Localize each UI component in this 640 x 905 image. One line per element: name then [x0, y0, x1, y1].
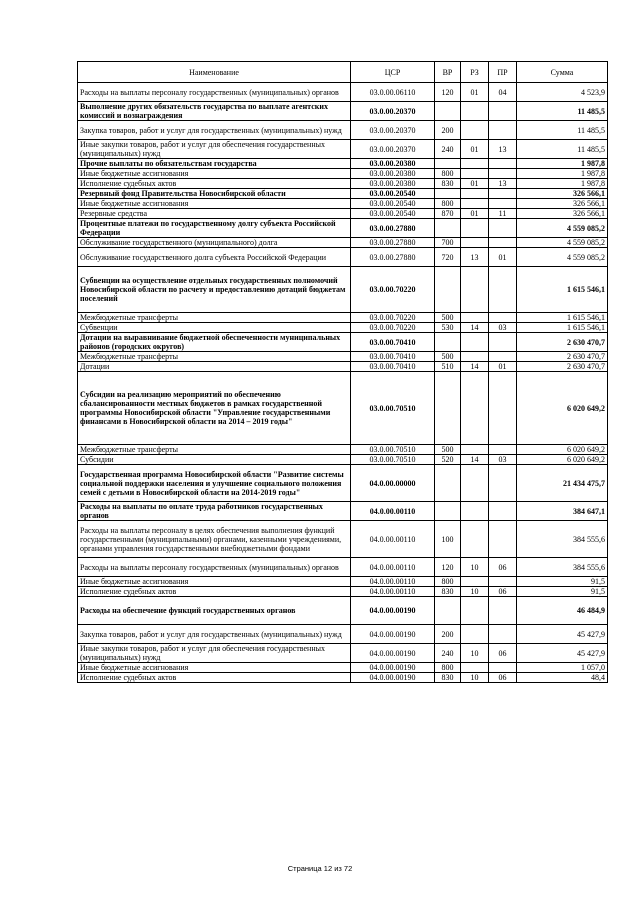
cell-csr: 03.0.00.20540: [351, 189, 435, 199]
cell-rz: 14: [461, 362, 489, 372]
table-row: [78, 502, 608, 521]
cell-sum: 2 630 470,7: [517, 352, 608, 362]
cell-pr: [489, 219, 517, 238]
cell-sum: 4 559 085,2: [517, 248, 608, 267]
cell-pr: [489, 267, 517, 313]
cell-csr: 04.0.00.00110: [351, 587, 435, 597]
cell-vr: [435, 465, 461, 502]
cell-csr: 03.0.00.20370: [351, 102, 435, 121]
cell-rz: [461, 577, 489, 587]
table-row: [78, 521, 608, 558]
cell-rz: [461, 189, 489, 199]
table-row: [78, 644, 608, 663]
header-vr: ВР: [435, 62, 461, 83]
table-row: [78, 159, 608, 169]
table-row: [78, 558, 608, 577]
cell-vr: 100: [435, 521, 461, 558]
cell-name: Прочие выплаты по обязательствам государства: [78, 159, 351, 169]
cell-pr: [489, 238, 517, 248]
cell-vr: [435, 159, 461, 169]
cell-sum: 384 555,6: [517, 521, 608, 558]
cell-rz: 10: [461, 673, 489, 683]
cell-sum: 326 566,1: [517, 209, 608, 219]
cell-pr: [489, 445, 517, 455]
cell-csr: 04.0.00.00110: [351, 521, 435, 558]
cell-vr: [435, 502, 461, 521]
cell-vr: 800: [435, 577, 461, 587]
cell-vr: 200: [435, 625, 461, 644]
cell-vr: 870: [435, 209, 461, 219]
cell-name: Субсидии: [78, 455, 351, 465]
table-row: [78, 663, 608, 673]
cell-rz: 13: [461, 248, 489, 267]
cell-rz: [461, 597, 489, 625]
cell-pr: [489, 372, 517, 445]
cell-pr: [489, 121, 517, 140]
cell-pr: [489, 159, 517, 169]
table-row: [78, 372, 608, 445]
cell-rz: [461, 267, 489, 313]
cell-csr: 03.0.00.27880: [351, 219, 435, 238]
cell-name: Расходы на обеспечение функций государственных органов: [78, 597, 351, 625]
cell-pr: 11: [489, 209, 517, 219]
cell-vr: 200: [435, 121, 461, 140]
cell-sum: 4 559 085,2: [517, 238, 608, 248]
cell-rz: [461, 502, 489, 521]
cell-pr: [489, 521, 517, 558]
cell-vr: [435, 372, 461, 445]
cell-csr: 03.0.00.70220: [351, 323, 435, 333]
cell-name: Субвенции: [78, 323, 351, 333]
cell-rz: [461, 465, 489, 502]
cell-csr: 03.0.00.27880: [351, 248, 435, 267]
cell-csr: 03.0.00.70510: [351, 372, 435, 445]
cell-vr: 800: [435, 169, 461, 179]
cell-vr: 500: [435, 313, 461, 323]
cell-csr: 04.0.00.00190: [351, 644, 435, 663]
cell-csr: 03.0.00.20370: [351, 121, 435, 140]
cell-vr: 120: [435, 83, 461, 102]
table-row: [78, 83, 608, 102]
cell-pr: 06: [489, 558, 517, 577]
cell-rz: 10: [461, 587, 489, 597]
cell-rz: [461, 199, 489, 209]
cell-name: Расходы на выплаты персоналу государственных (муниципальных) органов: [78, 558, 351, 577]
header-row: [78, 62, 608, 83]
cell-csr: 04.0.00.00000: [351, 465, 435, 502]
cell-sum: 45 427,9: [517, 625, 608, 644]
cell-sum: 91,5: [517, 577, 608, 587]
cell-csr: 03.0.00.06110: [351, 83, 435, 102]
table-row: [78, 238, 608, 248]
cell-name: Обслуживание государственного (муниципального) долга: [78, 238, 351, 248]
cell-vr: [435, 267, 461, 313]
cell-rz: 10: [461, 558, 489, 577]
table-row: [78, 625, 608, 644]
cell-pr: 01: [489, 362, 517, 372]
cell-sum: 2 630 470,7: [517, 362, 608, 372]
cell-vr: 510: [435, 362, 461, 372]
cell-rz: [461, 121, 489, 140]
cell-vr: [435, 219, 461, 238]
header-pr: ПР: [489, 62, 517, 83]
cell-pr: 06: [489, 644, 517, 663]
cell-rz: 01: [461, 140, 489, 159]
cell-csr: 03.0.00.20540: [351, 199, 435, 209]
cell-pr: 13: [489, 140, 517, 159]
cell-pr: 03: [489, 323, 517, 333]
table-row: [78, 333, 608, 352]
cell-pr: [489, 597, 517, 625]
cell-csr: 04.0.00.00110: [351, 577, 435, 587]
cell-vr: 700: [435, 238, 461, 248]
cell-pr: 06: [489, 673, 517, 683]
cell-vr: 800: [435, 663, 461, 673]
cell-name: Иные бюджетные ассигнования: [78, 169, 351, 179]
cell-vr: [435, 333, 461, 352]
cell-csr: 03.0.00.20380: [351, 179, 435, 189]
cell-sum: 1 615 546,1: [517, 313, 608, 323]
cell-sum: 2 630 470,7: [517, 333, 608, 352]
cell-rz: [461, 159, 489, 169]
cell-sum: 1 057,0: [517, 663, 608, 673]
table-row: [78, 455, 608, 465]
cell-csr: 04.0.00.00110: [351, 558, 435, 577]
cell-sum: 384 647,1: [517, 502, 608, 521]
cell-name: Дотации на выравнивание бюджетной обеспеченности муниципальных районов (городских округов): [78, 333, 351, 352]
cell-vr: 800: [435, 199, 461, 209]
cell-pr: [489, 102, 517, 121]
cell-vr: 500: [435, 352, 461, 362]
cell-csr: 04.0.00.00190: [351, 673, 435, 683]
cell-pr: [489, 169, 517, 179]
cell-pr: [489, 333, 517, 352]
cell-vr: 830: [435, 179, 461, 189]
cell-sum: 21 434 475,7: [517, 465, 608, 502]
cell-sum: 11 485,5: [517, 121, 608, 140]
cell-vr: 530: [435, 323, 461, 333]
header-name: Наименование: [78, 62, 351, 83]
cell-name: Межбюджетные трансферты: [78, 445, 351, 455]
cell-pr: 04: [489, 83, 517, 102]
cell-rz: [461, 625, 489, 644]
cell-vr: 240: [435, 644, 461, 663]
cell-rz: 01: [461, 209, 489, 219]
cell-vr: 520: [435, 455, 461, 465]
cell-name: Обслуживание государственного долга субъекта Российской Федерации: [78, 248, 351, 267]
table-row: [78, 189, 608, 199]
cell-sum: 1 987,8: [517, 159, 608, 169]
table-row: [78, 248, 608, 267]
cell-pr: [489, 352, 517, 362]
cell-csr: 04.0.00.00190: [351, 663, 435, 673]
cell-pr: [489, 313, 517, 323]
cell-sum: 46 484,9: [517, 597, 608, 625]
cell-sum: 48,4: [517, 673, 608, 683]
cell-pr: [489, 199, 517, 209]
cell-name: Закупка товаров, работ и услуг для государственных (муниципальных) нужд: [78, 625, 351, 644]
cell-sum: 1 987,8: [517, 179, 608, 189]
table-row: [78, 121, 608, 140]
cell-rz: [461, 102, 489, 121]
table-row: [78, 199, 608, 209]
cell-pr: 13: [489, 179, 517, 189]
cell-csr: 03.0.00.27880: [351, 238, 435, 248]
cell-name: Межбюджетные трансферты: [78, 352, 351, 362]
cell-csr: 03.0.00.70410: [351, 352, 435, 362]
cell-csr: 03.0.00.70410: [351, 333, 435, 352]
table-row: [78, 587, 608, 597]
cell-sum: 1 615 546,1: [517, 323, 608, 333]
table-row: [78, 445, 608, 455]
cell-rz: [461, 521, 489, 558]
cell-rz: [461, 313, 489, 323]
cell-csr: 04.0.00.00190: [351, 625, 435, 644]
cell-vr: 120: [435, 558, 461, 577]
cell-csr: 03.0.00.70220: [351, 313, 435, 323]
table-row: [78, 352, 608, 362]
cell-rz: [461, 372, 489, 445]
cell-vr: 500: [435, 445, 461, 455]
cell-name: Процентные платежи по государственному долгу субъекта Российской Федерации: [78, 219, 351, 238]
cell-sum: 11 485,5: [517, 140, 608, 159]
cell-name: Субвенции на осуществление отдельных государственных полномочий Новосибирской области по расчету и предоставлению дотаций бюджетам поселений: [78, 267, 351, 313]
cell-name: Иные закупки товаров, работ и услуг для обеспечения государственных (муниципальных) нужд: [78, 140, 351, 159]
table-row: [78, 465, 608, 502]
table-row: [78, 179, 608, 189]
table-row: [78, 267, 608, 313]
cell-sum: 11 485,5: [517, 102, 608, 121]
table-body: [78, 83, 608, 683]
table-row: [78, 102, 608, 121]
cell-name: Резервные средства: [78, 209, 351, 219]
table-row: [78, 577, 608, 587]
cell-name: Дотации: [78, 362, 351, 372]
cell-pr: [489, 625, 517, 644]
cell-pr: 06: [489, 587, 517, 597]
cell-name: Межбюджетные трансферты: [78, 313, 351, 323]
cell-rz: [461, 333, 489, 352]
cell-sum: 45 427,9: [517, 644, 608, 663]
cell-rz: 01: [461, 179, 489, 189]
cell-name: Иные бюджетные ассигнования: [78, 199, 351, 209]
cell-rz: [461, 219, 489, 238]
cell-vr: [435, 597, 461, 625]
cell-rz: [461, 352, 489, 362]
cell-sum: 6 020 649,2: [517, 445, 608, 455]
header-rz: РЗ: [461, 62, 489, 83]
cell-name: Закупка товаров, работ и услуг для государственных (муниципальных) нужд: [78, 121, 351, 140]
cell-name: Расходы на выплаты по оплате труда работников государственных органов: [78, 502, 351, 521]
table-row: [78, 673, 608, 683]
cell-pr: [489, 189, 517, 199]
cell-csr: 03.0.00.70220: [351, 267, 435, 313]
budget-table: [77, 61, 608, 683]
cell-name: Выполнение других обязательств государства по выплате агентских комиссий и вознаграждения: [78, 102, 351, 121]
table-row: [78, 169, 608, 179]
cell-name: Исполнение судебных актов: [78, 587, 351, 597]
cell-rz: 10: [461, 644, 489, 663]
cell-vr: 830: [435, 673, 461, 683]
budget-sheet: [77, 61, 607, 683]
cell-vr: [435, 189, 461, 199]
cell-rz: [461, 445, 489, 455]
cell-name: Исполнение судебных актов: [78, 179, 351, 189]
cell-pr: 03: [489, 455, 517, 465]
cell-rz: [461, 238, 489, 248]
cell-csr: 03.0.00.70510: [351, 445, 435, 455]
cell-sum: 6 020 649,2: [517, 372, 608, 445]
table-row: [78, 362, 608, 372]
table-row: [78, 323, 608, 333]
cell-name: Иные закупки товаров, работ и услуг для обеспечения государственных (муниципальных) нужд: [78, 644, 351, 663]
cell-name: Расходы на выплаты персоналу государственных (муниципальных) органов: [78, 83, 351, 102]
cell-name: Государственная программа Новосибирской области "Развитие системы социальной поддержки населения и улучшение социального положения семей с детьми в Новосибирской области на 2014-2019 годы": [78, 465, 351, 502]
cell-sum: 4 559 085,2: [517, 219, 608, 238]
cell-rz: 14: [461, 323, 489, 333]
cell-name: Иные бюджетные ассигнования: [78, 663, 351, 673]
cell-csr: 03.0.00.20380: [351, 159, 435, 169]
table-row: [78, 597, 608, 625]
header-sum: Сумма: [517, 62, 608, 83]
cell-name: Иные бюджетные ассигнования: [78, 577, 351, 587]
cell-pr: 01: [489, 248, 517, 267]
cell-sum: 91,5: [517, 587, 608, 597]
cell-vr: 240: [435, 140, 461, 159]
cell-vr: 720: [435, 248, 461, 267]
cell-csr: 03.0.00.70410: [351, 362, 435, 372]
cell-csr: 04.0.00.00110: [351, 502, 435, 521]
cell-name: Расходы на выплаты персоналу в целях обеспечения выполнения функций государственными (муниципальными) органами, казенными учреждениями, органами управления государственными внебюджетными фондами: [78, 521, 351, 558]
cell-rz: [461, 169, 489, 179]
cell-name: Субсидии на реализацию мероприятий по обеспечению сбалансированности местных бюджетов в рамках государственной программы Новосибирской области "Управление государственными финансами в Новосибирской области на 2014 – 2019 годы": [78, 372, 351, 445]
cell-pr: [489, 465, 517, 502]
page-number: Страница 12 из 72: [287, 864, 353, 873]
cell-sum: 384 555,6: [517, 558, 608, 577]
cell-csr: 03.0.00.20540: [351, 209, 435, 219]
cell-sum: 1 987,8: [517, 169, 608, 179]
table-row: [78, 209, 608, 219]
cell-pr: [489, 502, 517, 521]
table-row: [78, 219, 608, 238]
cell-csr: 03.0.00.20380: [351, 169, 435, 179]
cell-sum: 4 523,9: [517, 83, 608, 102]
cell-pr: [489, 577, 517, 587]
cell-name: Резервный фонд Правительства Новосибирской области: [78, 189, 351, 199]
cell-sum: 6 020 649,2: [517, 455, 608, 465]
cell-sum: 1 615 546,1: [517, 267, 608, 313]
cell-rz: 14: [461, 455, 489, 465]
cell-csr: 03.0.00.70510: [351, 455, 435, 465]
cell-csr: 04.0.00.00190: [351, 597, 435, 625]
cell-sum: 326 566,1: [517, 199, 608, 209]
cell-csr: 03.0.00.20370: [351, 140, 435, 159]
cell-sum: 326 566,1: [517, 189, 608, 199]
cell-name: Исполнение судебных актов: [78, 673, 351, 683]
table-row: [78, 313, 608, 323]
cell-vr: [435, 102, 461, 121]
cell-rz: 01: [461, 83, 489, 102]
cell-rz: [461, 663, 489, 673]
table-row: [78, 140, 608, 159]
header-csr: ЦСР: [351, 62, 435, 83]
cell-vr: 830: [435, 587, 461, 597]
cell-pr: [489, 663, 517, 673]
